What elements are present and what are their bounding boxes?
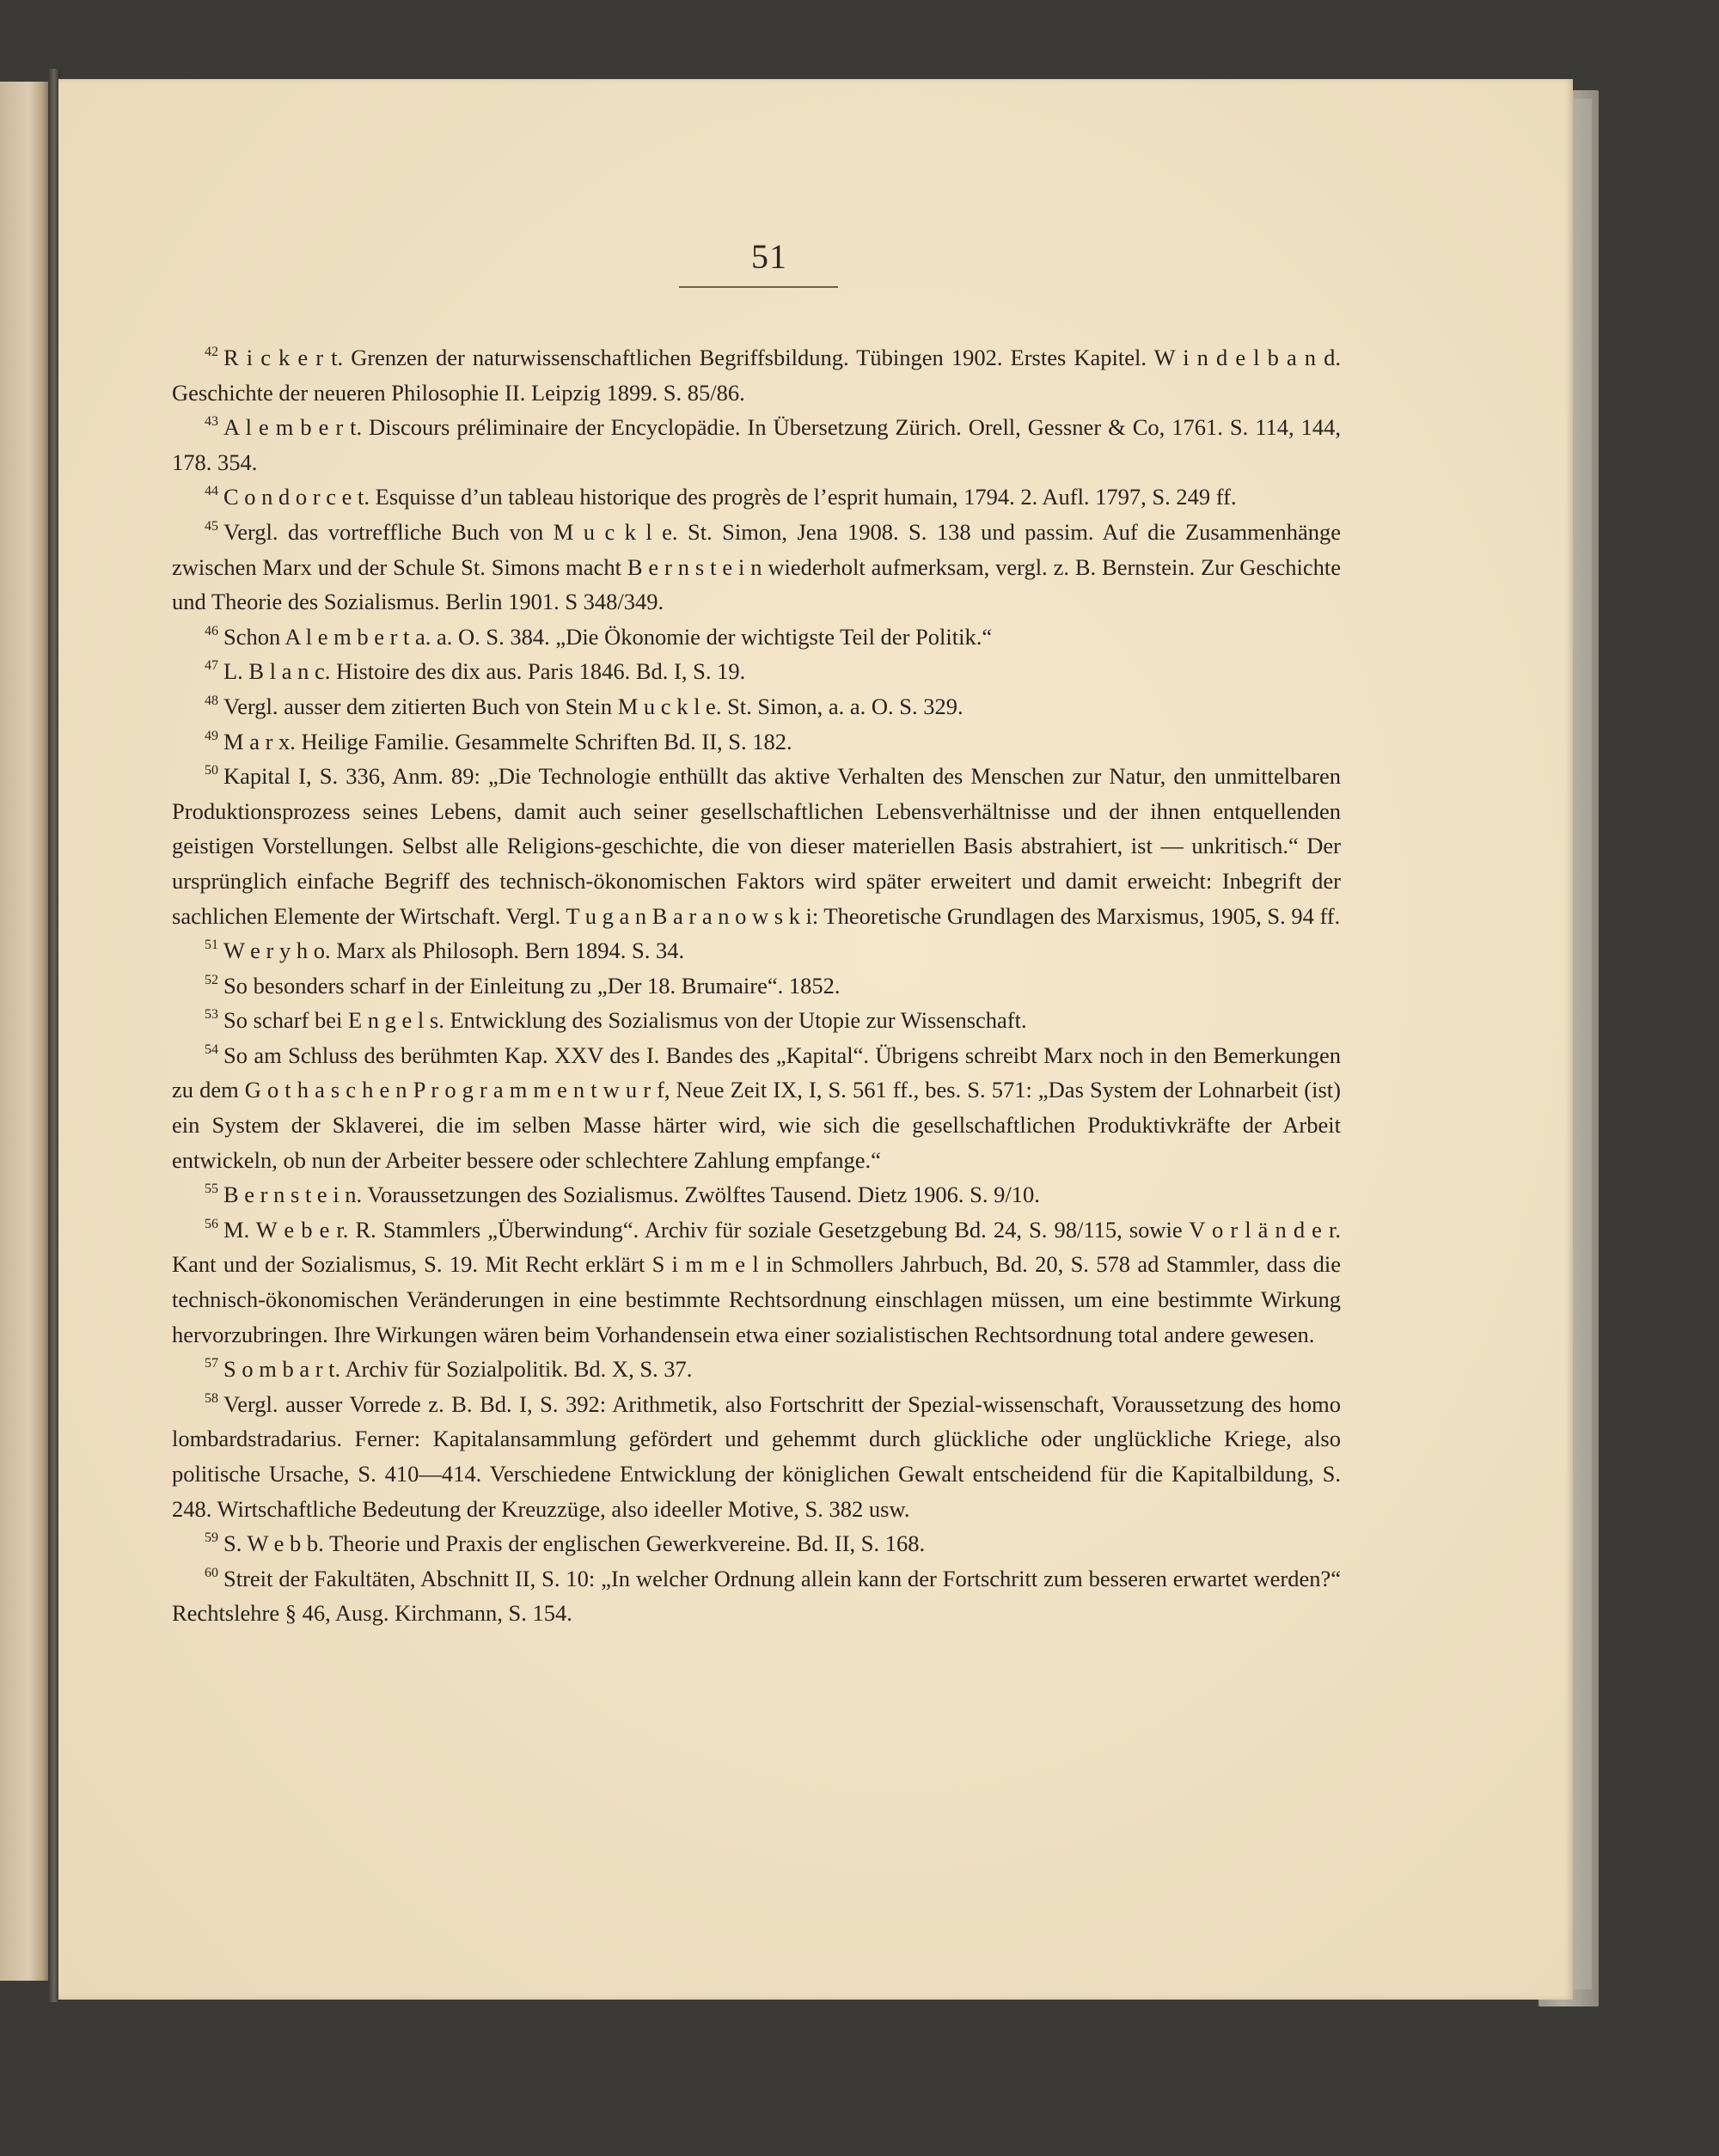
footnote-number: 47 xyxy=(205,658,218,674)
footnote-text: M a r x. Heilige Familie. Gesammelte Schriften Bd. II, S. 182. xyxy=(223,728,792,754)
facing-page-edge xyxy=(0,82,53,1981)
footnote-text: So scharf bei E n g e l s. Entwicklung des Sozialismus von der Utopie zur Wissenschaft. xyxy=(223,1007,1027,1034)
footnote-text: C o n d o r c e t. Esquisse d’un tableau historique des progrès de l’esprit humain, 1794. 2. Aufl. 1797, S. 249 ff. xyxy=(223,484,1237,510)
footnotes-block xyxy=(172,340,1341,1631)
footnote-text: Kapital I, S. 336, Anm. 89: „Die Technologie enthüllt das aktive Verhalten des Menschen zur Natur, den unmittelbaren Produktionsprozess seines Lebens, damit auch seiner gesellschaftlichen Lebensverhältnisse und der ihnen entquellenden geistigen Vorstellungen. Selbst alle Religions-geschichte, die von dieser materiellen Basis abstrahiert, ist — unkritisch.“ Der ursprünglich einfache Begriff des technisch-ökonomischen Faktors wird später erweitert und damit erweicht: Inbegrift der sachlichen Elemente der Wirtschaft. Vergl. T u g a n B a r a n o w s k i: Theoretische Grundlagen des Marxismus, 1905, S. 94 ff. xyxy=(172,763,1341,929)
footnote-text: Schon A l e m b e r t a. a. O. S. 384. „Die Ökonomie der wichtigste Teil der Politik.“ xyxy=(223,623,993,650)
footnote-59 xyxy=(172,1526,1341,1561)
footnote-number: 49 xyxy=(205,728,218,743)
footnote-text: So am Schluss des berühmten Kap. XXV des I. Bandes des „Kapital“. Übrigens schreibt Marx noch in den Bemerkungen zu dem G o t h a s c h e n P r o g r a m m e n t w u r f, Neue Zeit IX, I, S. 561 ff., bes. S. 571: „Das System der Lohnarbeit (ist) ein System der Sklaverei, die im selben Masse härter wird, wie sich die gesellschaftlichen Produktivkräfte der Arbeit entwickeln, ob nun der Arbeiter bessere oder schlechtere Zahlung empfange.“ xyxy=(172,1041,1341,1173)
footnote-number: 54 xyxy=(205,1041,218,1057)
footnote-number: 60 xyxy=(205,1565,218,1580)
footnote-57 xyxy=(172,1352,1341,1387)
footnote-50 xyxy=(172,759,1341,933)
footnote-42 xyxy=(172,340,1341,410)
page-number: 51 xyxy=(751,237,787,276)
footnote-number: 46 xyxy=(205,623,218,638)
footnote-49 xyxy=(172,724,1341,760)
footnote-52 xyxy=(172,968,1341,1004)
footnote-43 xyxy=(172,410,1341,479)
footnote-number: 59 xyxy=(205,1530,218,1546)
footnote-text: Vergl. ausser Vorrede z. B. Bd. I, S. 392: Arithmetik, also Fortschritt der Spezial-wissenschaft, Voraussetzung des homo lombardstradarius. Ferner: Kapitalansammlung gefördert und gehemmt durch glückliche oder unglückliche Kriege, also politische Ursache, S. 410—414. Verschiedene Entwicklung der königlichen Gewalt entscheidend für die Kapitalbildung, S. 248. Wirtschaftliche Bedeutung der Kreuzzüge, also ideeller Motive, S. 382 usw. xyxy=(172,1390,1341,1522)
footnote-number: 57 xyxy=(205,1356,218,1371)
footnote-text: Streit der Fakultäten, Abschnitt II, S. 10: „In welcher Ordnung allein kann der Fortschritt zum besseren erwartet werden?“ Rechtslehre § 46, Ausg. Kirchmann, S. 154. xyxy=(172,1565,1341,1627)
footnote-text: M. W e b e r. R. Stammlers „Überwindung“. Archiv für soziale Gesetzgebung Bd. 24, S. 98/115, sowie V o r l ä n d e r. Kant und der Sozialismus, S. 19. Mit Recht erklärt S i m m e l in Schmollers Jahrbuch, Bd. 20, S. 578 ad Stammler, dass die technisch-ökonomischen Veränderungen in eine bestimmte Rechtsordnung einschlagen müssen, um eine bestimmte Wirkung hervorzubringen. Ihre Wirkungen wären beim Vorhandensein etwa einer sozialistischen Rechtsordnung total andere gewesen. xyxy=(172,1216,1341,1347)
footnote-46 xyxy=(172,620,1341,655)
footnote-number: 58 xyxy=(205,1390,218,1406)
footnote-text: L. B l a n c. Histoire des dix aus. Paris 1846. Bd. I, S. 19. xyxy=(223,658,746,685)
footnote-number: 48 xyxy=(205,693,218,708)
footnote-text: S o m b a r t. Archiv für Sozialpolitik. Bd. X, S. 37. xyxy=(223,1356,693,1383)
footnote-number: 53 xyxy=(205,1007,218,1023)
footnote-47 xyxy=(172,654,1341,689)
footnote-text: W e r y h o. Marx als Philosoph. Bern 1894. S. 34. xyxy=(223,938,685,964)
footnote-48 xyxy=(172,689,1341,724)
footnote-56 xyxy=(172,1212,1341,1352)
footnote-51 xyxy=(172,933,1341,968)
footnote-number: 43 xyxy=(205,414,218,430)
footnote-number: 55 xyxy=(205,1182,218,1197)
footnote-55 xyxy=(172,1177,1341,1212)
footnote-text: R i c k e r t. Grenzen der naturwissenschaftlichen Begriffsbildung. Tübingen 1902. Erstes Kapitel. W i n d e l b a n d. Geschichte der neueren Philosophie II. Leipzig 1899. S. 85/86. xyxy=(172,345,1341,406)
footnote-53 xyxy=(172,1003,1341,1038)
footnote-58 xyxy=(172,1387,1341,1526)
footnote-text: So besonders scharf in der Einleitung zu „Der 18. Brumaire“. 1852. xyxy=(223,972,841,999)
footnote-number: 52 xyxy=(205,972,218,987)
footnote-54 xyxy=(172,1038,1341,1177)
footnote-number: 42 xyxy=(205,345,218,359)
footnote-text: S. W e b b. Theorie und Praxis der englischen Gewerkvereine. Bd. II, S. 168. xyxy=(223,1530,926,1557)
footnote-number: 50 xyxy=(205,763,218,779)
footnote-number: 44 xyxy=(205,484,218,499)
footnote-number: 51 xyxy=(205,938,218,953)
footnote-number: 56 xyxy=(205,1216,218,1231)
footnote-60 xyxy=(172,1561,1341,1631)
footnote-text: A l e m b e r t. Discours préliminaire der Encyclopädie. In Übersetzung Zürich. Orell, Gessner & Co, 1761. S. 114, 144, 178. 354. xyxy=(172,414,1341,475)
footnote-44 xyxy=(172,479,1341,515)
page-number-rule xyxy=(679,286,838,288)
footnote-text: B e r n s t e i n. Voraussetzungen des Sozialismus. Zwölftes Tausend. Dietz 1906. S. 9/10. xyxy=(223,1182,1040,1208)
footnote-text: Vergl. das vortreffliche Buch von M u c k l e. St. Simon, Jena 1908. S. 138 und passim. Auf die Zusammenhänge zwischen Marx und der Schule St. Simons macht B e r n s t e i n wiederholt aufmerksam, vergl. z. B. Bernstein. Zur Geschichte und Theorie des Sozialismus. Berlin 1901. S 348/349. xyxy=(172,518,1341,615)
footnote-45 xyxy=(172,515,1341,620)
footnote-number: 45 xyxy=(205,518,218,534)
footnote-text: Vergl. ausser dem zitierten Buch von Stein M u c k l e. St. Simon, a. a. O. S. 329. xyxy=(223,693,963,719)
